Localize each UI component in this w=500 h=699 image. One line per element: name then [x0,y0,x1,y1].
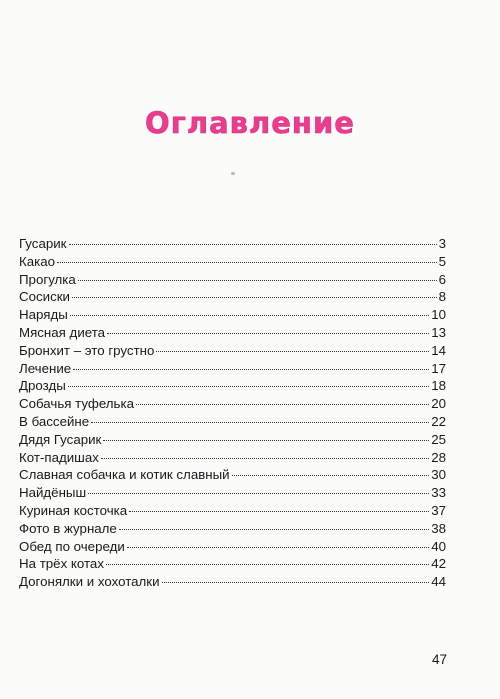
toc-entry[interactable] [19,502,446,520]
toc-entry-title: На трёх котах [19,556,104,572]
toc-entry-page: 25 [431,431,446,447]
dot-leader [156,350,429,352]
toc-entry-page: 40 [431,538,446,554]
toc-entry-title: Славная собачка и котик славный [19,467,230,483]
page-number: 47 [432,652,448,667]
toc-entry[interactable] [19,253,446,271]
table-of-contents [19,235,446,591]
toc-entry-page: 38 [431,520,446,536]
toc-entry-page: 20 [431,396,446,412]
toc-entry-title: Дрозды [19,378,66,394]
toc-entry[interactable] [19,520,446,538]
print-speck [231,172,235,175]
toc-entry[interactable] [19,413,446,431]
dot-leader [129,510,429,512]
toc-entry-page: 6 [438,271,446,287]
toc-entry-title: Найдёныш [19,485,87,501]
dot-leader [119,528,429,530]
toc-entry-page: 33 [431,485,446,501]
toc-entry[interactable] [19,342,446,360]
dot-leader [136,403,429,405]
dot-leader [73,368,429,370]
dot-leader [78,279,437,281]
toc-entry[interactable] [19,324,446,342]
toc-entry-title: Прогулка [19,271,76,287]
dot-leader [127,546,429,548]
toc-entry-title: Обед по очереди [19,538,125,554]
toc-entry[interactable] [19,288,446,306]
toc-entry[interactable] [19,235,446,253]
dot-leader [106,563,429,565]
toc-entry-page: 8 [438,289,446,305]
toc-entry-title: Гусарик [19,236,67,251]
toc-entry[interactable] [19,271,446,289]
dot-leader [232,474,430,476]
toc-entry[interactable] [19,538,446,556]
toc-entry[interactable] [19,431,446,449]
toc-entry[interactable] [19,306,446,324]
toc-entry-page: 18 [431,378,446,394]
dot-leader [68,385,429,387]
toc-entry-page: 5 [438,253,446,269]
toc-entry-title: Наряды [19,307,68,323]
toc-entry-page: 30 [431,467,446,483]
toc-entry[interactable] [19,377,446,395]
toc-entry-title: Мясная диета [19,324,106,340]
toc-entry-title: Лечение [19,360,72,376]
toc-entry-title: Фото в журнале [19,520,117,536]
toc-entry[interactable] [19,573,446,591]
toc-entry-title: Какао [19,253,56,269]
toc-entry-title: В бассейне [19,413,90,429]
page-title: Оглавление [145,106,355,140]
toc-entry-page: 3 [438,236,446,251]
toc-entry[interactable] [19,466,446,484]
toc-entry-title: Бронхит – это грустно [19,342,155,358]
toc-entry-page: 17 [431,360,446,376]
toc-entry-page: 42 [431,556,446,572]
dot-leader [70,314,429,316]
toc-entry-page: 22 [431,413,446,429]
toc-entry-title: Догонялки и хохоталки [19,574,160,590]
toc-entry[interactable] [19,395,446,413]
toc-entry-page: 28 [431,449,446,465]
toc-entry-title: Сосиски [19,289,70,305]
toc-entry-title: Куриная косточка [19,502,128,518]
toc-entry-page: 44 [431,574,446,590]
toc-entry[interactable] [19,449,446,467]
dot-leader [88,492,429,494]
dot-leader [103,439,429,441]
dot-leader [69,243,437,245]
dot-leader [57,261,437,263]
toc-entry-page: 37 [431,502,446,518]
dot-leader [101,457,429,459]
dot-leader [91,421,429,423]
dot-leader [72,296,437,298]
toc-entry-title: Собачья туфелька [19,396,134,412]
toc-entry-page: 13 [431,324,446,340]
dot-leader [107,332,429,334]
dot-leader [162,581,430,583]
toc-entry-page: 10 [431,307,446,323]
toc-entry-page: 14 [431,342,446,358]
toc-entry-title: Кот-падишах [19,449,99,465]
toc-entry-title: Дядя Гусарик [19,431,102,447]
toc-entry[interactable] [19,360,446,378]
toc-entry[interactable] [19,484,446,502]
toc-entry[interactable] [19,555,446,573]
